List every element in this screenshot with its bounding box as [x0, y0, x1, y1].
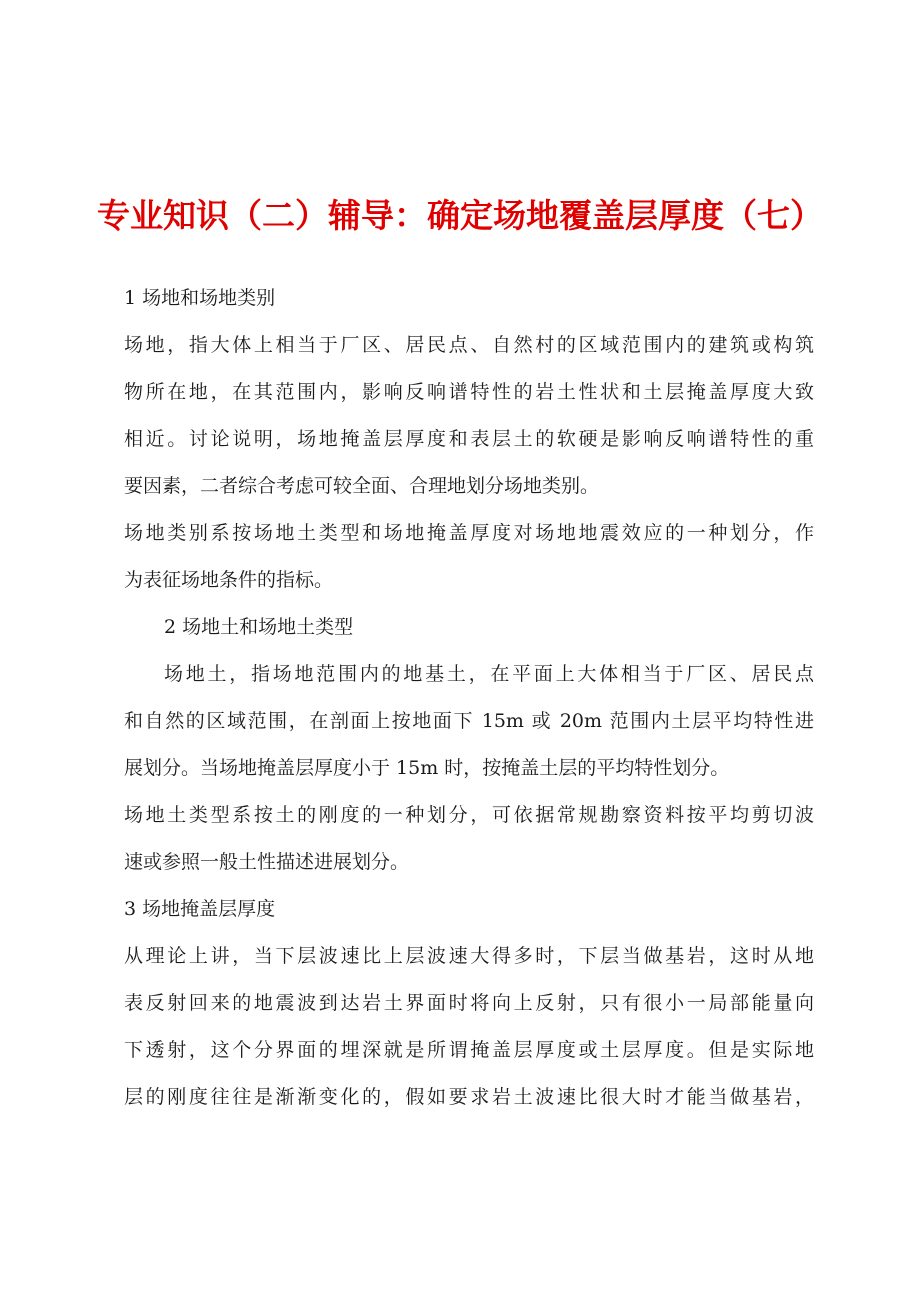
document-title: 专业知识（二）辅导：确定场地覆盖层厚度（七） [97, 196, 823, 235]
text-line: 2 场地土和场地土类型 [164, 616, 354, 638]
text-line: 场地类别系按场地土类型和场地掩盖厚度对场地地震效应的一种划分，作 [124, 522, 814, 544]
text-line: 1 场地和场地类别 [124, 287, 276, 309]
text-line: 物所在地，在其范围内，影响反响谱特性的岩土性状和土层掩盖厚度大致 [124, 381, 814, 403]
text-line: 相近。讨论说明，场地掩盖层厚度和表层土的软硬是影响反响谱特性的重 [124, 428, 814, 450]
text-line: 场地，指大体上相当于厂区、居民点、自然村的区域范围内的建筑或构筑 [124, 334, 814, 356]
text-line: 从理论上讲，当下层波速比上层波速大得多时，下层当做基岩，这时从地 [124, 945, 814, 967]
document-body [124, 275, 814, 1121]
text-line: 表反射回来的地震波到达岩土界面时将向上反射，只有很小一局部能量向 [124, 992, 814, 1014]
text-line: 下透射，这个分界面的埋深就是所谓掩盖层厚度或土层厚度。但是实际地 [124, 1039, 814, 1061]
text-line: 展划分。当场地掩盖层厚度小于 15m 时，按掩盖土层的平均特性划分。 [124, 757, 730, 779]
text-line: 要因素，二者综合考虑可较全面、合理地划分场地类别。 [124, 475, 600, 497]
text-line: 为表征场地条件的指标。 [124, 569, 334, 591]
text-line: 3 场地掩盖层厚度 [124, 898, 276, 920]
text-line: 层的刚度往往是渐渐变化的，假如要求岩土波速比很大时才能当做基岩， [124, 1086, 814, 1108]
text-line: 速或参照一般土性描述进展划分。 [124, 851, 410, 873]
text-line: 场地土，指场地范围内的地基土，在平面上大体相当于厂区、居民点 [164, 663, 814, 685]
text-line: 和自然的区域范围，在剖面上按地面下 15m 或 20m 范围内土层平均特性进 [124, 710, 814, 732]
text-line: 场地土类型系按土的刚度的一种划分，可依据常规勘察资料按平均剪切波 [124, 804, 814, 826]
